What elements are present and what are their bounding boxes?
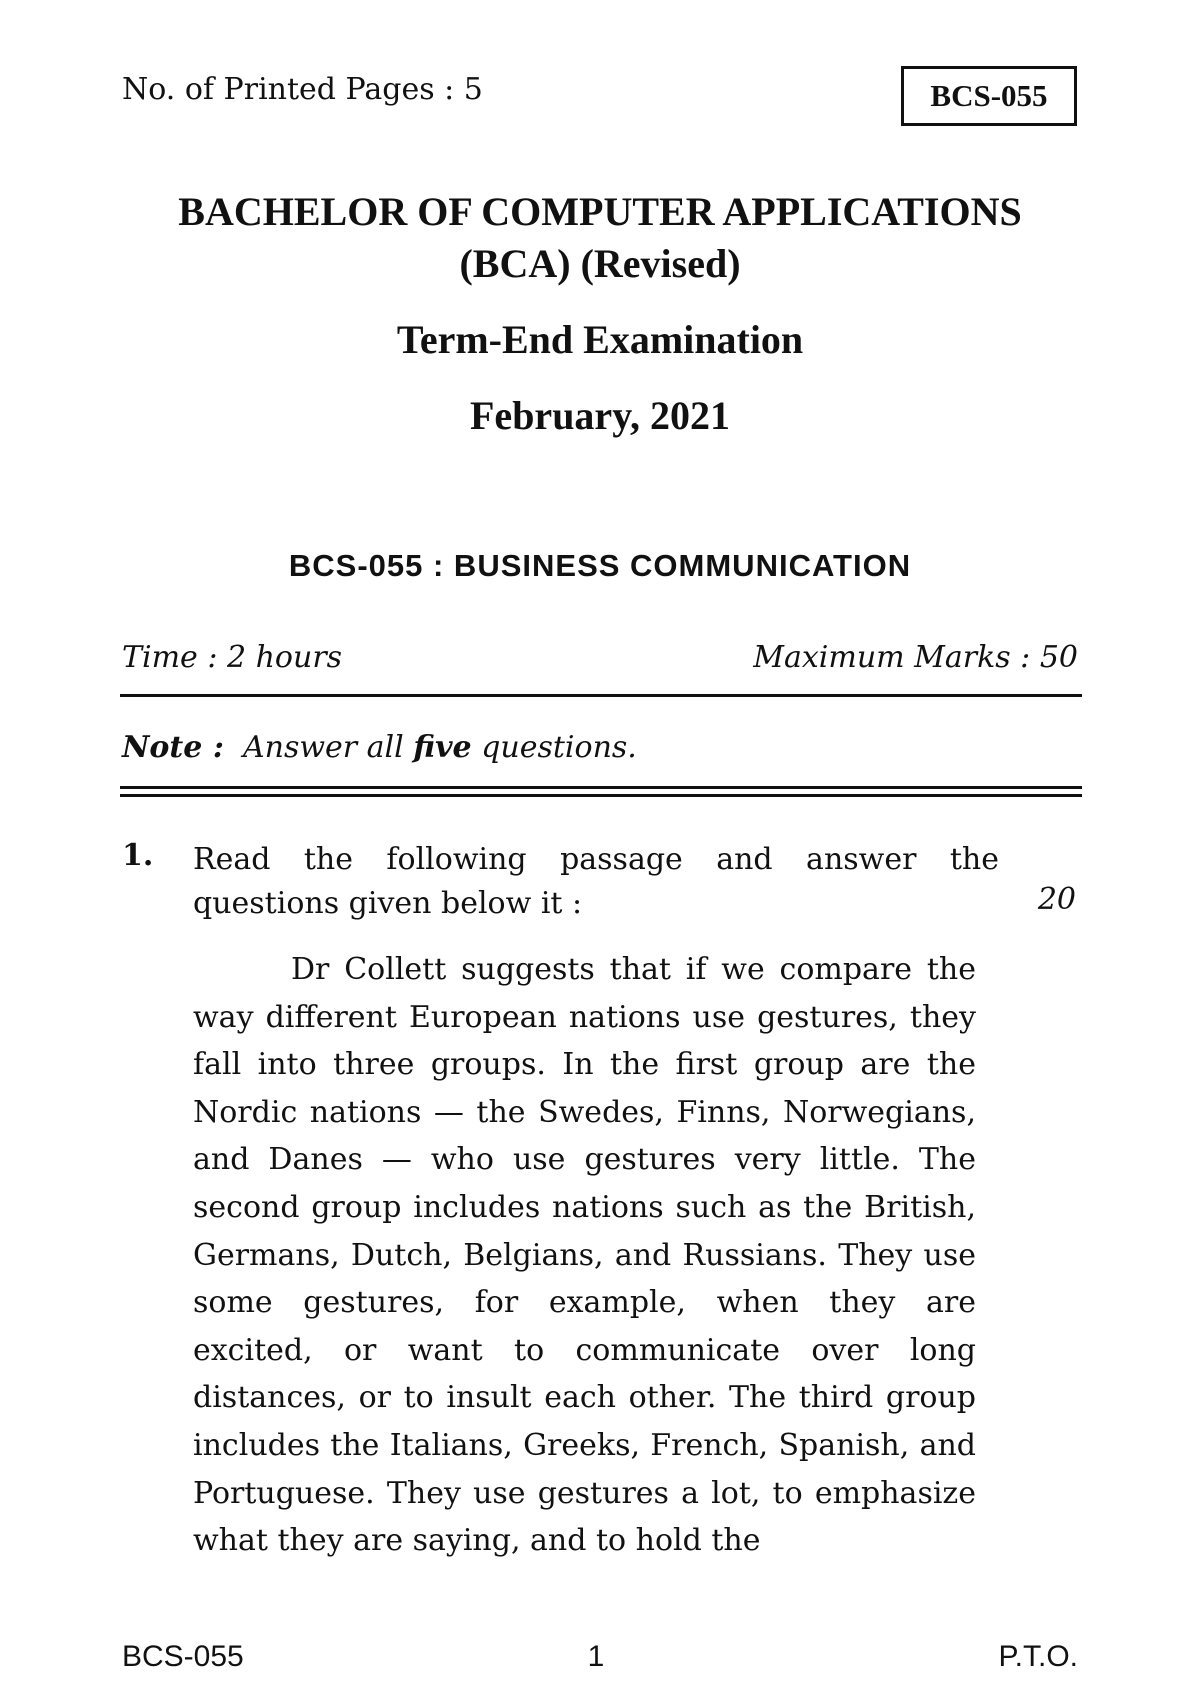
degree-title: BACHELOR OF COMPUTER APPLICATIONS (178, 189, 1022, 234)
question-marks: 20 (1037, 882, 1076, 917)
question-text: Read the following passage and answer the questions given below it : (193, 842, 999, 921)
maximum-marks: Maximum Marks : 50 (753, 640, 1078, 675)
exam-note (122, 730, 637, 765)
divider-top (120, 694, 1082, 697)
note-label: Note : (122, 730, 224, 765)
degree-subtitle: (BCA) (Revised) (459, 241, 741, 286)
subject-title: BCS-055 : BUSINESS COMMUNICATION (288, 548, 912, 583)
printed-pages-count: No. of Printed Pages : 5 (122, 72, 483, 107)
exam-title: Term-End Examination (396, 317, 804, 362)
question-number: 1. (122, 838, 154, 873)
reading-passage: Dr Collett suggests that if we compare the way different European nations use gestures, they fall into three groups. In the first group are the Nordic nations — the Swedes, Finns, Norwegians, and Danes — who use gestures very little. The second group includes nations such as the British, Germans, Dutch, Belgians, and Russians. They use some gestures, for example, when they are excited, or want to communicate over long distances, or to insult each other. The third group includes the Italians, Greeks, French, Spanish, and Portuguese. They use gestures a lot, to emphasize what they are saying, and to hold the (193, 952, 976, 1559)
note-text-before: Answer all (242, 730, 404, 765)
note-text-after: questions. (481, 730, 637, 765)
course-code-box: BCS-055 (901, 66, 1077, 126)
footer-course-code: BCS-055 (122, 1640, 244, 1673)
time-allowed: Time : 2 hours (122, 640, 343, 675)
divider-double-1 (120, 786, 1082, 789)
note-text-bold: five (413, 730, 472, 765)
please-turn-over: P.T.O. (998, 1640, 1078, 1673)
page-number: 1 (587, 1640, 605, 1673)
divider-double-2 (120, 794, 1082, 797)
exam-date: February, 2021 (470, 393, 730, 438)
